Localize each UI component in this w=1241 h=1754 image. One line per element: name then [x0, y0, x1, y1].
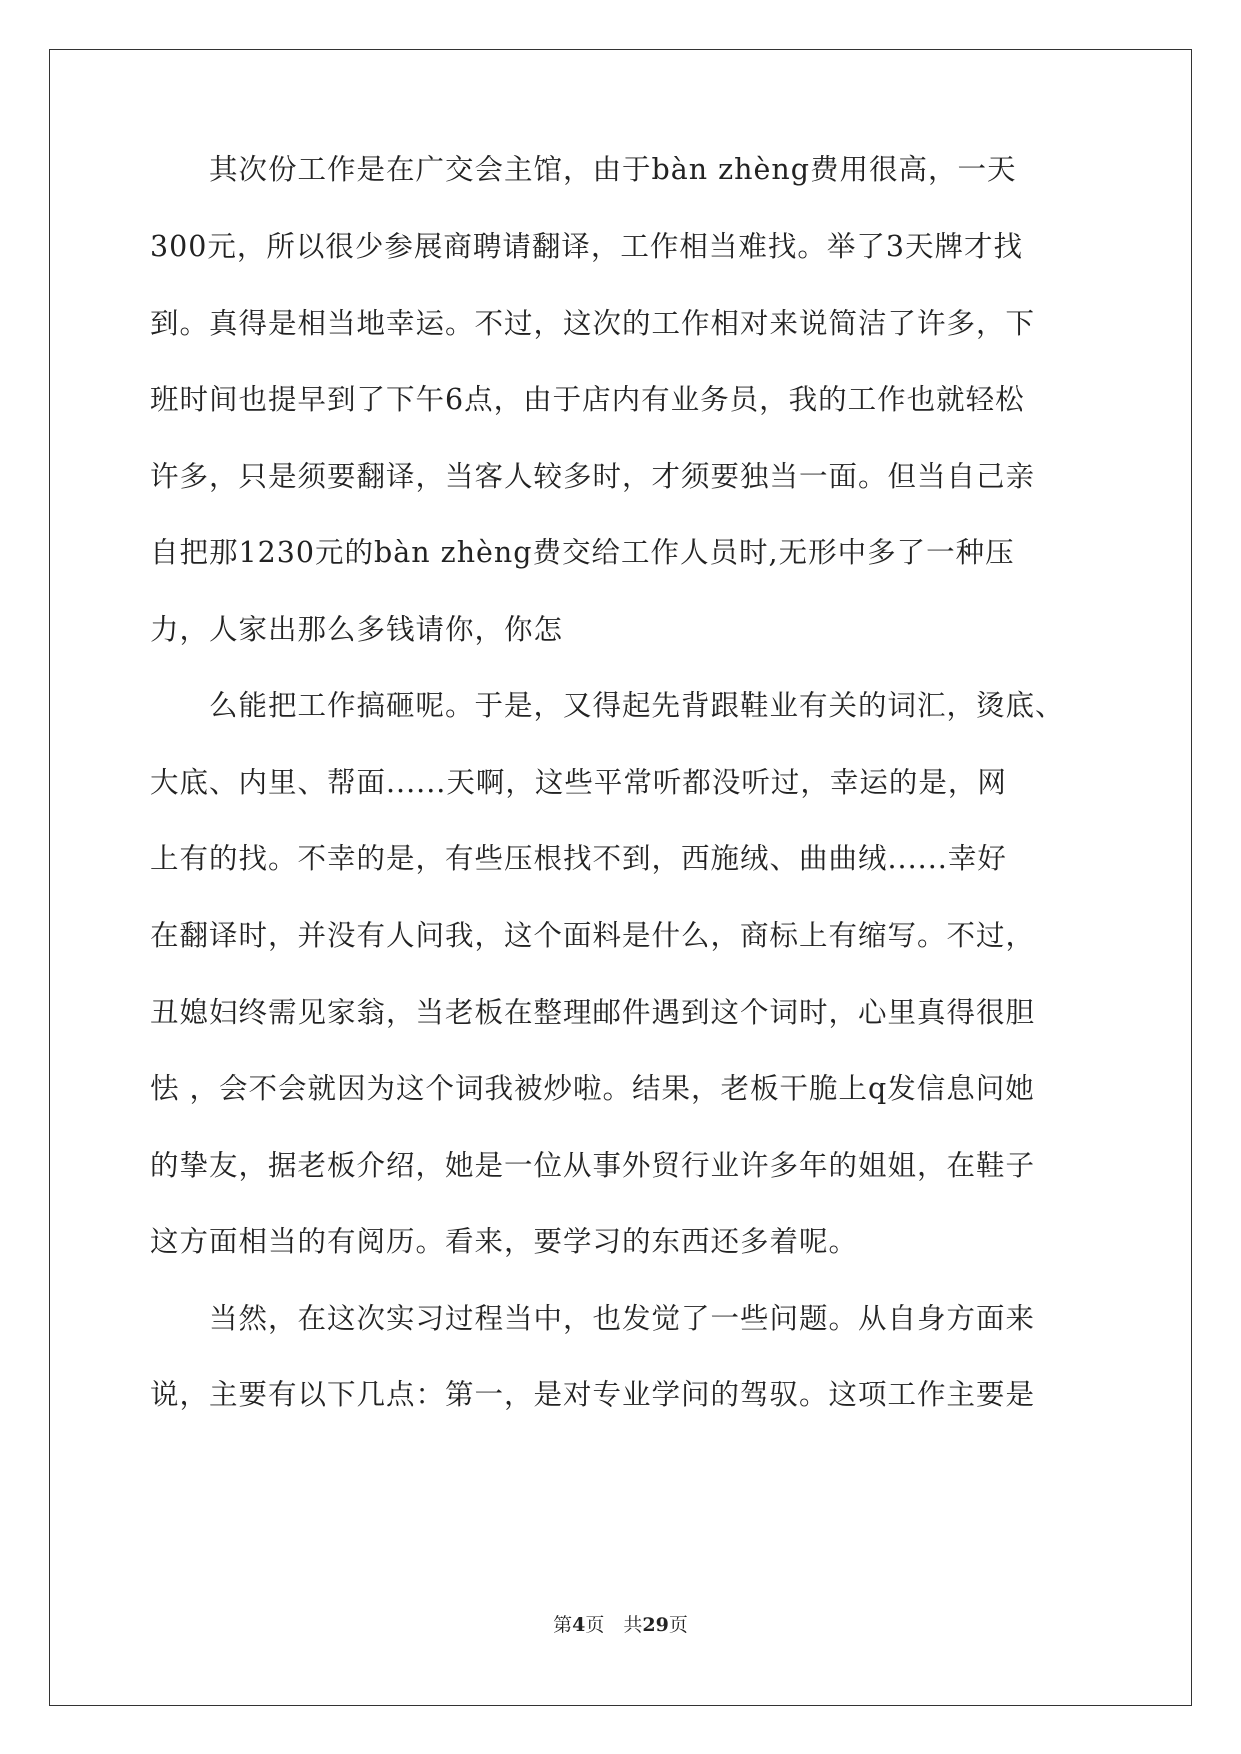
text-line: 怯 ，会不会就因为这个词我被炒啦。结果，老板干脆上q发信息问她: [150, 1072, 1035, 1105]
text-line: 其次份工作是在广交会主馆，由于bàn zhèng费用很高，一天: [150, 153, 1017, 186]
text-line: 班时间也提早到了下午6点，由于店内有业务员，我的工作也就轻松: [150, 383, 1025, 416]
text-line: 在翻译时，并没有人问我，这个面料是什么，商标上有缩写。不过，: [150, 919, 1036, 952]
footer-total-pages: 29: [642, 1614, 669, 1636]
text-line: 300元，所以很少参展商聘请翻译，工作相当难找。举了3天牌才找: [150, 230, 1024, 263]
text-line: 力，人家出那么多钱请你，你怎: [150, 613, 564, 646]
footer-prefix: 第: [553, 1614, 573, 1636]
text-line: 这方面相当的有阅历。看来，要学习的东西还多着呢。: [150, 1225, 859, 1258]
text-line: 么能把工作搞砸呢。于是，又得起先背跟鞋业有关的词汇，烫底、: [150, 689, 1065, 722]
footer-page-number: 4: [572, 1614, 586, 1636]
text-line: 丑媳妇终需见家翁，当老板在整理邮件遇到这个词时，心里真得很胆: [150, 996, 1036, 1029]
text-line: 上有的找。不幸的是，有些压根找不到，西施绒、曲曲绒......幸好: [150, 842, 1007, 875]
text-line: 说，主要有以下几点：第一，是对专业学问的驾驭。这项工作主要是: [150, 1378, 1036, 1411]
footer-suffix: 页: [668, 1614, 688, 1636]
text-line: 到。真得是相当地幸运。不过，这次的工作相对来说简洁了许多，下: [150, 307, 1036, 340]
text-line: 的挚友，据老板介绍，她是一位从事外贸行业许多年的姐姐，在鞋子: [150, 1149, 1036, 1182]
footer-mid: 页 共: [585, 1614, 643, 1636]
page-footer: [0, 1610, 1241, 1637]
page-border: [49, 49, 1192, 1706]
text-line: 当然，在这次实习过程当中，也发觉了一些问题。从自身方面来: [150, 1302, 1036, 1335]
text-line: 大底、内里、帮面......天啊，这些平常听都没听过，幸运的是，网: [150, 766, 1007, 799]
text-line: 自把那1230元的bàn zhèng费交给工作人员时,无形中多了一种压: [150, 536, 1015, 569]
text-line: 许多，只是须要翻译，当客人较多时，才须要独当一面。但当自己亲: [150, 460, 1036, 493]
